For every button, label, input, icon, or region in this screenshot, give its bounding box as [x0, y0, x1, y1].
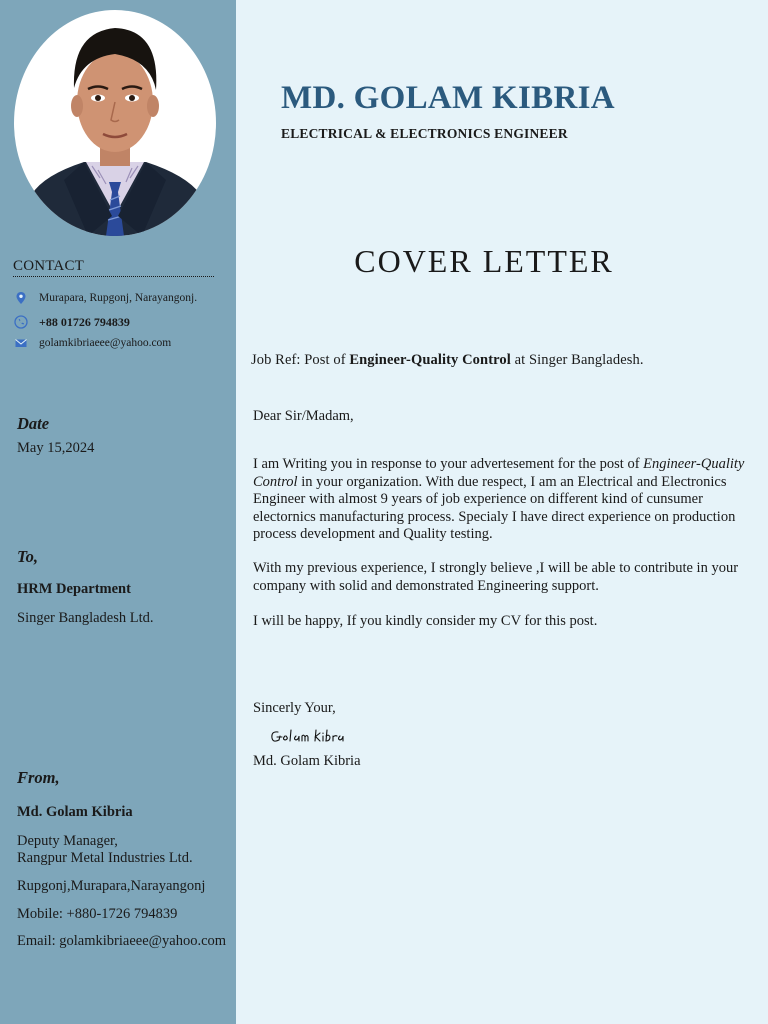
paragraph-3: I will be happy, If you kindly consider my CV for this post.	[253, 613, 598, 629]
date-value: May 15,2024	[17, 440, 95, 456]
p1-post: Engineer-Quality Control	[253, 456, 745, 490]
handwritten-signature	[269, 727, 345, 752]
from-mobile: Mobile: +880-1726 794839	[17, 906, 178, 922]
job-ref-prefix: Job Ref: Post of	[251, 352, 350, 368]
to-department: HRM Department	[17, 581, 131, 597]
paragraph-1	[253, 456, 748, 544]
closing: Sincerly Your,	[253, 700, 336, 716]
from-address: Rupgonj,Murapara,Narayangonj	[17, 878, 206, 894]
contact-email	[14, 335, 171, 351]
contact-phone-text: +88 01726 794839	[39, 314, 130, 329]
contact-address	[14, 290, 197, 306]
from-label: From,	[17, 768, 60, 787]
location-pin-icon	[14, 291, 28, 305]
p1-start: I am Writing you in response to your advertesement for the post of	[253, 456, 644, 472]
contact-email-text: golamkibriaeee@yahoo.com	[39, 337, 172, 349]
job-ref-suffix: at Singer Bangladesh.	[510, 352, 644, 368]
document-title: COVER LETTER	[354, 243, 614, 279]
sidebar	[0, 0, 236, 1024]
to-label: To,	[17, 547, 38, 566]
date-label: Date	[17, 414, 50, 433]
contact-phone	[14, 314, 130, 330]
signer-name: Md. Golam Kibria	[253, 753, 361, 769]
salutation: Dear Sir/Madam,	[253, 408, 354, 424]
from-name: Md. Golam Kibria	[17, 804, 133, 820]
contact-heading: CONTACT	[13, 258, 214, 277]
to-company: Singer Bangladesh Ltd.	[17, 610, 154, 626]
contact-address-text: Murapara, Rupgonj, Narayangonj.	[39, 292, 198, 304]
p1-end: in your organization. With due respect, I am an Electrical and Electronics Engineer with almost 9 years of job experience on different kind of cunsumer electornics manufacturing process. Specialy I have direct experience on production process development and Quality testing.	[253, 473, 736, 542]
from-company: Rangpur Metal Industries Ltd.	[17, 850, 193, 866]
from-email: Email: golamkibriaeee@yahoo.com	[17, 933, 227, 949]
job-reference	[251, 352, 644, 369]
applicant-name: MD. GOLAM KIBRIA	[281, 80, 615, 116]
job-ref-post: Engineer-Quality Control	[349, 352, 511, 368]
paragraph-2: With my previous experience, I strongly believe ,I will be able to contribute in your company with solid and demonstrated Engineering support.	[253, 560, 739, 594]
from-title: Deputy Manager,	[17, 833, 118, 849]
profile-photo	[14, 10, 216, 236]
phone-icon	[14, 315, 28, 329]
mail-icon	[14, 336, 28, 350]
applicant-title: ELECTRICAL & ELECTRONICS ENGINEER	[281, 126, 568, 141]
